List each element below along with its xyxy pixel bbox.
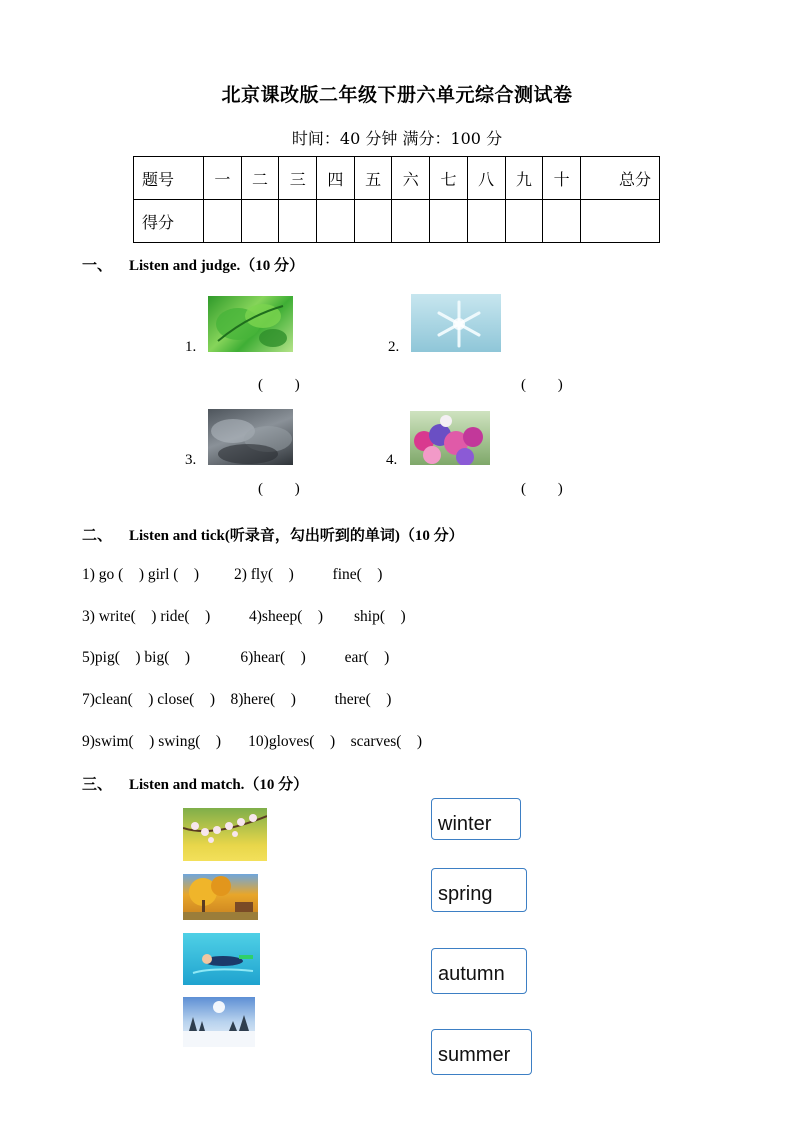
score-cell: 七 [430, 157, 468, 200]
autumn-trees-image[interactable] [183, 874, 258, 920]
score-table-header-row [134, 157, 660, 200]
tick-row[interactable]: 5)pig( ) big( ) 6)hear( ) ear( ) [82, 649, 390, 666]
section-number: 二、 [82, 528, 113, 544]
score-cell: 五 [354, 157, 392, 200]
score-cell: 一 [204, 157, 242, 200]
tick-row[interactable]: 3) write( ) ride( ) 4)sheep( ) ship( ) [82, 608, 406, 625]
tick-row[interactable]: 1) go ( ) girl ( ) 2) fly( ) fine( ) [82, 566, 383, 583]
snowflake-image [411, 294, 501, 352]
score-cell: 二 [241, 157, 279, 200]
section-title: Listen and judge.（10 分） [129, 258, 305, 274]
score-cell: 八 [467, 157, 505, 200]
score-cell: 四 [317, 157, 355, 200]
score-input-cell[interactable] [467, 200, 505, 243]
section3-heading [82, 773, 308, 794]
score-input-cell[interactable] [543, 200, 581, 243]
item-number: 1. [185, 339, 197, 355]
score-cell: 九 [505, 157, 543, 200]
answer-paren[interactable]: ( ) [521, 377, 577, 393]
section1-heading [82, 254, 304, 275]
score-input-cell[interactable] [392, 200, 430, 243]
score-input-cell[interactable] [241, 200, 279, 243]
word-box-spring[interactable]: spring [431, 868, 527, 912]
item-number: 3. [185, 452, 197, 468]
tick-row[interactable]: 7)clean( ) close( ) 8)here( ) there( ) [82, 691, 392, 708]
answer-paren[interactable]: ( ) [521, 481, 577, 497]
score-cell: 六 [392, 157, 430, 200]
word-box-summer[interactable]: summer [431, 1029, 532, 1075]
answer-paren[interactable]: ( ) [258, 481, 314, 497]
spring-blossom-image[interactable] [183, 808, 267, 861]
section-title: Listen and match.（10 分） [129, 777, 309, 793]
word-box-autumn[interactable]: autumn [431, 948, 527, 994]
score-input-cell[interactable] [505, 200, 543, 243]
word-box-winter[interactable]: winter [431, 798, 521, 840]
score-input-cell[interactable] [430, 200, 468, 243]
score-cell: 得分 [134, 200, 204, 243]
score-input-cell[interactable] [204, 200, 242, 243]
tick-row[interactable]: 9)swim( ) swing( ) 10)gloves( ) scarves( ) [82, 733, 423, 750]
answer-paren[interactable]: ( ) [258, 377, 314, 393]
flowers-image [410, 411, 490, 465]
score-cell: 总分 [581, 157, 660, 200]
score-table [133, 156, 660, 243]
section2-heading [82, 524, 464, 545]
score-cell: 题号 [134, 157, 204, 200]
score-cell: 十 [543, 157, 581, 200]
section-title: Listen and tick(听录音，勾出听到的单词)（10 分） [129, 528, 464, 544]
page-title: 北京课改版二年级下册六单元综合测试卷 [221, 84, 573, 106]
exam-time-score: 时间：40 分钟 满分：100 分 [291, 129, 503, 148]
summer-swimming-image[interactable] [183, 933, 260, 985]
section-number: 三、 [82, 777, 113, 793]
score-table-score-row [134, 200, 660, 243]
item-number: 4. [386, 452, 398, 468]
score-input-cell[interactable] [354, 200, 392, 243]
dark-clouds-image [208, 409, 293, 465]
winter-snow-image[interactable] [183, 997, 255, 1047]
score-input-cell[interactable] [317, 200, 355, 243]
score-input-cell[interactable] [279, 200, 317, 243]
score-cell: 三 [279, 157, 317, 200]
green-leaves-image [208, 296, 293, 352]
section-number: 一、 [82, 258, 113, 274]
score-input-cell[interactable] [581, 200, 660, 243]
item-number: 2. [388, 339, 400, 355]
